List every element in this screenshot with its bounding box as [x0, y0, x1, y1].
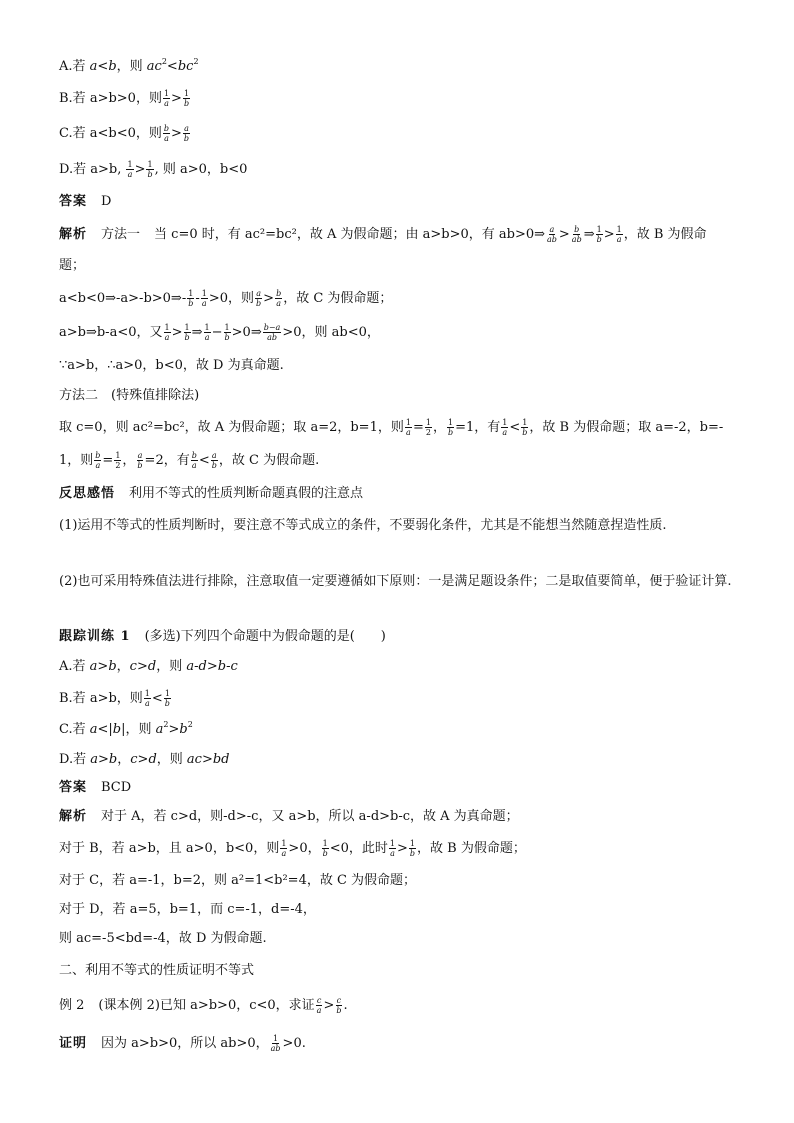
section-heading: 二、利用不等式的性质证明不等式 — [59, 963, 255, 978]
special-values-line-1: 取 c=0，则 ac²=bc²，故 A 为假命题；取 a=2，b=1，则 $\frac{1}{a}$ = $\frac{1}{2}$ ， $\frac{1}{b}$ =1，有 $\frac{1}{a}$ < $\frac{1}{b}$ ，故 B 为假命题；取 a=-2，b=- — [59, 418, 724, 437]
method-2-heading: 方法二 (特殊值排除法) — [59, 388, 200, 403]
option-a1: A.若 a<b，则 $ac^2<bc^2$ — [59, 57, 199, 74]
practice-option-d: D.若 a>b，c>d，则 ac>bd — [59, 752, 230, 767]
analysis-1-cont: 题； — [59, 258, 86, 273]
reflection-point-1: (1)运用不等式的性质判断时，要注意不等式成立的条件，不要弱化条件，尤其是不能想当然随意捏造性质. — [59, 518, 667, 533]
answer-1: 答案 D — [59, 194, 112, 209]
analysis-2-line-5: 则 ac=-5<bd=-4，故 D 为假命题. — [59, 931, 267, 946]
analysis-2-line-3: 对于 C，若 a=-1，b=2，则 a²=1<b²=4，故 C 为假命题； — [59, 873, 417, 888]
analysis-d-line: a>b⇒b-a<0，又 $\frac{1}{a}$ > $\frac{1}{b}$ ⇒ $\frac{1}{a}$ − $\frac{1}{b}$ >0⇒ $\frac{b-a}{ab}$ >0，则 ab<0， — [59, 323, 380, 342]
option-c1: C.若 a<b<0，则 $\frac{b}{a}$ > $\frac{a}{b}$ — [59, 124, 190, 143]
reflection-point-2: (2)也可采用特殊值法进行排除，注意取值一定要遵循如下原则：一是满足题设条件；二是取值要简单，便于验证计算. — [59, 574, 732, 589]
special-values-line-2: 1，则 $\frac{b}{a}$ = $\frac{1}{2}$ ， $\frac{a}{b}$ =2，有 $\frac{b}{a}$ < $\frac{a}{b}$ ，故 C 为假命题. — [59, 451, 320, 470]
analysis-c-line: a<b<0⇒-a>-b>0⇒- $\frac{1}{b}$ - $\frac{1}{a}$ >0，则 $\frac{a}{b}$ > $\frac{b}{a}$ ，故 C 为假命题； — [59, 289, 393, 308]
analysis-2-line-4: 对于 D，若 a=5，b=1，而 c=-1，d=-4， — [59, 902, 316, 917]
option-b1: B.若 a>b>0，则 $\frac{1}{a}$ > $\frac{1}{b}$ — [59, 89, 190, 108]
practice-question: 跟踪训练 1 (多选)下列四个命题中为假命题的是( ) — [59, 629, 386, 644]
analysis-2-line-2: 对于 B，若 a>b，且 a>0，b<0，则 $\frac{1}{a}$ >0， $\frac{1}{b}$ <0，此时 $\frac{1}{a}$ > $\frac{1}{b}$ ，故 B 为假命题； — [59, 839, 526, 858]
answer-2: 答案 BCD — [59, 780, 132, 795]
analysis-1: 解析 方法一 当 c=0 时，有 ac²=bc²，故 A 为假命题；由 a>b>0，有 ab>0⇒ $\frac{a}{ab}$ > $\frac{b}{ab}$ ⇒ $\frac{1}{b}$ > $\frac{1}{a}$ ，故 B 为假命 — [59, 225, 707, 244]
practice-option-b: B.若 a>b，则 $\frac{1}{a}$ < $\frac{1}{b}$ — [59, 689, 170, 708]
analysis-2-line-1: 解析 对于 A，若 c>d，则-d>-c，又 a>b，所以 a-d>b-c，故 A 为真命题； — [59, 809, 519, 824]
practice-option-a: A.若 a>b，c>d，则 a-d>b-c — [59, 659, 238, 674]
proof: 证明 因为 a>b>0，所以 ab>0， $\frac{1}{ab}$ >0. — [59, 1034, 306, 1053]
reflection-heading: 反思感悟 利用不等式的性质判断命题真假的注意点 — [59, 486, 364, 501]
example-2: 例 2 (课本例 2)已知 a>b>0，c<0，求证 $\frac{c}{a}$ > $\frac{c}{b}$ . — [59, 996, 348, 1015]
option-d1: D.若 a>b, $\frac{1}{a}$ > $\frac{1}{b}$ , 则 a>0，b<0 — [59, 160, 248, 179]
practice-option-c: C.若 a<|b|，则 $a^2>b^2$ — [59, 720, 193, 737]
analysis-conclusion: ∵a>b，∴a>0，b<0，故 D 为真命题. — [59, 358, 284, 373]
